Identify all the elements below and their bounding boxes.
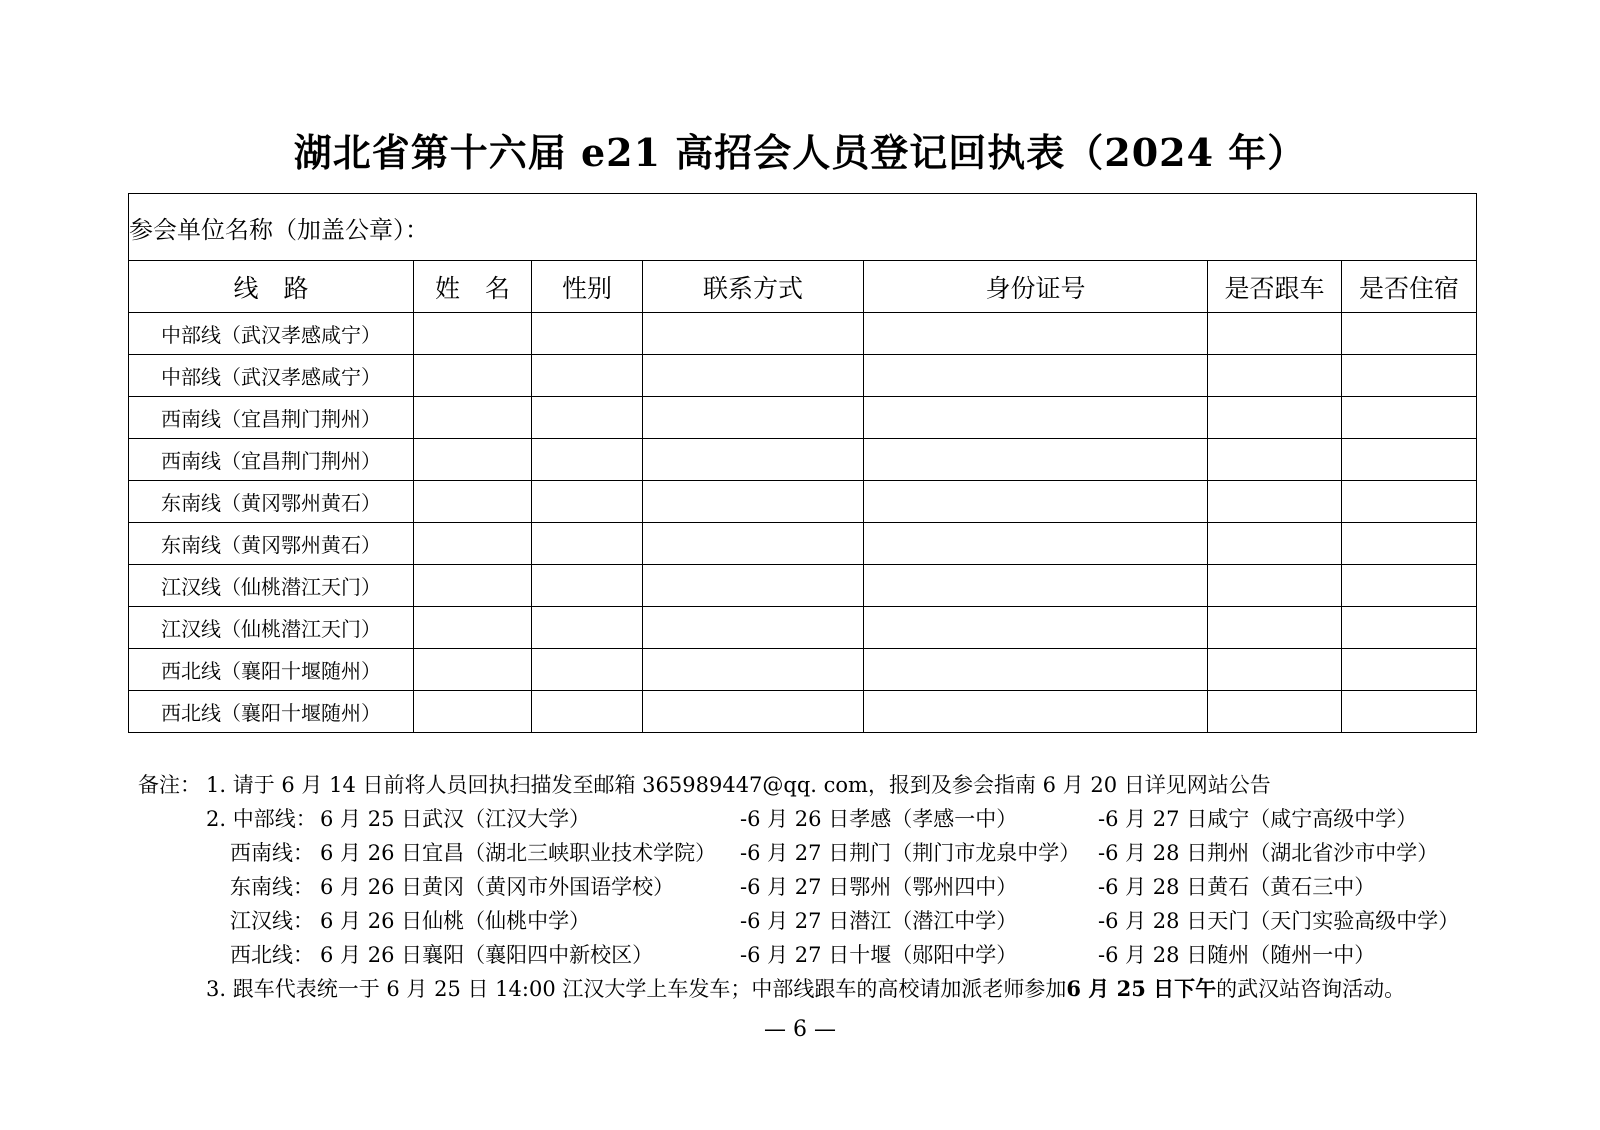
header-name: 姓 名 [414,261,532,313]
route-cell: 中部线（武汉孝感咸宁） [129,355,414,397]
table-row [129,649,1477,691]
route-cell: 东南线（黄冈鄂州黄石） [129,481,414,523]
contact-cell[interactable] [643,523,864,565]
page-title: 湖北省第十六届 e21 高招会人员登记回执表（2024 年） [293,130,1307,175]
follow-bus-cell[interactable] [1208,355,1342,397]
name-cell[interactable] [414,523,532,565]
contact-cell[interactable] [643,565,864,607]
table-row [129,313,1477,355]
follow-bus-cell[interactable] [1208,691,1342,733]
gender-cell[interactable] [532,481,643,523]
accommodation-cell[interactable] [1342,565,1477,607]
follow-bus-cell[interactable] [1208,481,1342,523]
id-number-cell[interactable] [864,397,1208,439]
accommodation-cell[interactable] [1342,355,1477,397]
name-cell[interactable] [414,649,532,691]
accommodation-cell[interactable] [1342,649,1477,691]
table-row [129,397,1477,439]
name-cell[interactable] [414,565,532,607]
note-3-part-2: 的武汉站咨询活动。 [1216,977,1406,1001]
id-number-cell[interactable] [864,439,1208,481]
name-cell[interactable] [414,397,532,439]
schedule-line-label: 东南线： [230,875,314,899]
note-3-part-1: 3. 跟车代表统一于 6 月 25 日 14:00 江汉大学上车发车；中部线跟车的高校请加派老师参加 [206,977,1067,1001]
id-number-cell[interactable] [864,523,1208,565]
registration-table [128,193,1477,733]
unit-name-field[interactable]: 参会单位名称（加盖公章）： [129,194,1477,261]
id-number-cell[interactable] [864,355,1208,397]
header-route: 线 路 [129,261,414,313]
schedule-stop-2: -6 月 27 日十堰（郧阳中学） [740,943,1018,967]
follow-bus-cell[interactable] [1208,649,1342,691]
schedule-stop-2: -6 月 27 日潜江（潜江中学） [740,909,1018,933]
gender-cell[interactable] [532,565,643,607]
accommodation-cell[interactable] [1342,523,1477,565]
id-number-cell[interactable] [864,607,1208,649]
note-3-highlight: 6 月 25 日下午 [1066,976,1217,1001]
table-row [129,439,1477,481]
header-follow-bus: 是否跟车 [1208,261,1342,313]
notes-section [0,770,1600,1030]
id-number-cell[interactable] [864,313,1208,355]
schedule-stop-3: -6 月 28 日黄石（黄石三中） [1098,875,1376,899]
route-cell: 东南线（黄冈鄂州黄石） [129,523,414,565]
accommodation-cell[interactable] [1342,313,1477,355]
follow-bus-cell[interactable] [1208,607,1342,649]
name-cell[interactable] [414,313,532,355]
schedule-line-label: 西北线： [230,943,314,967]
schedule-stop-3: -6 月 28 日荆州（湖北省沙市中学） [1098,841,1439,865]
notes-prefix: 备注： [138,773,201,797]
route-cell: 西北线（襄阳十堰随州） [129,649,414,691]
table-row [129,481,1477,523]
follow-bus-cell[interactable] [1208,439,1342,481]
gender-cell[interactable] [532,691,643,733]
header-id-number: 身份证号 [864,261,1208,313]
id-number-cell[interactable] [864,691,1208,733]
accommodation-cell[interactable] [1342,397,1477,439]
contact-cell[interactable] [643,649,864,691]
note-3 [206,974,1405,1004]
table-row [129,523,1477,565]
route-cell: 西南线（宜昌荆门荆州） [129,439,414,481]
contact-cell[interactable] [643,397,864,439]
follow-bus-cell[interactable] [1208,565,1342,607]
table-row [129,355,1477,397]
gender-cell[interactable] [532,397,643,439]
schedule-stop-1: 6 月 25 日武汉（江汉大学） [320,807,591,831]
name-cell[interactable] [414,439,532,481]
accommodation-cell[interactable] [1342,439,1477,481]
follow-bus-cell[interactable] [1208,523,1342,565]
route-cell: 西南线（宜昌荆门荆州） [129,397,414,439]
follow-bus-cell[interactable] [1208,397,1342,439]
table-row [129,565,1477,607]
schedule-stop-3: -6 月 28 日随州（随州一中） [1098,943,1376,967]
contact-cell[interactable] [643,481,864,523]
schedule-stop-3: -6 月 28 日天门（天门实验高级中学） [1098,909,1460,933]
schedule-stop-1: 6 月 26 日襄阳（襄阳四中新校区） [320,943,654,967]
schedule-stop-2: -6 月 27 日荆门（荆门市龙泉中学） [740,841,1081,865]
page-number: — 6 — [764,1017,836,1042]
note-1: 1. 请于 6 月 14 日前将人员回执扫描发至邮箱 365989447@qq. com，报到及参会指南 6 月 20 日详见网站公告 [206,773,1271,797]
route-cell: 江汉线（仙桃潜江天门） [129,565,414,607]
schedule-line-label: 2. 中部线： [206,807,317,831]
accommodation-cell[interactable] [1342,481,1477,523]
gender-cell[interactable] [532,355,643,397]
route-cell: 中部线（武汉孝感咸宁） [129,313,414,355]
contact-cell[interactable] [643,607,864,649]
schedule-stop-2: -6 月 27 日鄂州（鄂州四中） [740,875,1018,899]
accommodation-cell[interactable] [1342,607,1477,649]
table-row [129,607,1477,649]
header-accommodation: 是否住宿 [1342,261,1477,313]
gender-cell[interactable] [532,607,643,649]
schedule-stop-3: -6 月 27 日咸宁（咸宁高级中学） [1098,807,1418,831]
id-number-cell[interactable] [864,649,1208,691]
accommodation-cell[interactable] [1342,691,1477,733]
schedule-stop-1: 6 月 26 日宜昌（湖北三峡职业技术学院） [320,841,717,865]
route-cell: 西北线（襄阳十堰随州） [129,691,414,733]
schedule-stop-1: 6 月 26 日黄冈（黄冈市外国语学校） [320,875,675,899]
header-contact: 联系方式 [643,261,864,313]
schedule-line-label: 江汉线： [230,909,314,933]
gender-cell[interactable] [532,439,643,481]
gender-cell[interactable] [532,313,643,355]
name-cell[interactable] [414,355,532,397]
contact-cell[interactable] [643,691,864,733]
contact-cell[interactable] [643,313,864,355]
name-cell[interactable] [414,607,532,649]
contact-cell[interactable] [643,355,864,397]
name-cell[interactable] [414,481,532,523]
schedule-stop-1: 6 月 26 日仙桃（仙桃中学） [320,909,591,933]
gender-cell[interactable] [532,649,643,691]
route-cell: 江汉线（仙桃潜江天门） [129,607,414,649]
gender-cell[interactable] [532,523,643,565]
header-gender: 性别 [532,261,643,313]
name-cell[interactable] [414,691,532,733]
id-number-cell[interactable] [864,565,1208,607]
id-number-cell[interactable] [864,481,1208,523]
schedule-line-label: 西南线： [230,841,314,865]
table-header [129,261,1477,313]
follow-bus-cell[interactable] [1208,313,1342,355]
schedule-stop-2: -6 月 26 日孝感（孝感一中） [740,807,1018,831]
contact-cell[interactable] [643,439,864,481]
table-row [129,691,1477,733]
